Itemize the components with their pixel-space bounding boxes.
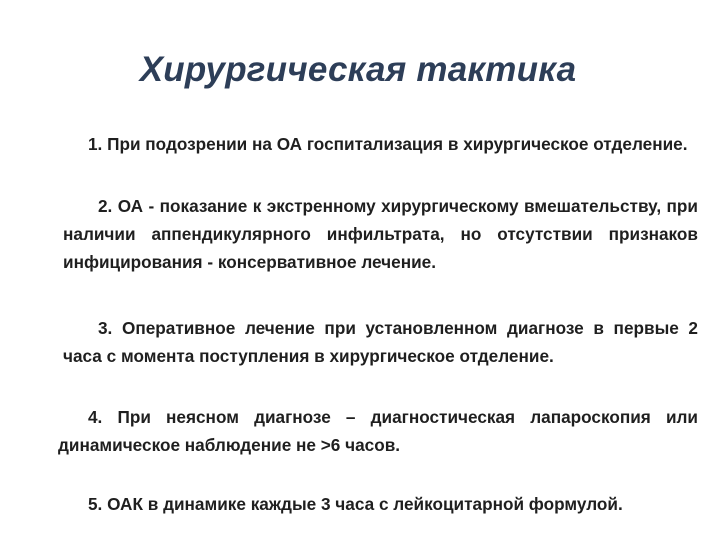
list-item-1: 1. При подозрении на ОА госпитализация в хирургическое отделение. (88, 134, 688, 154)
list-item-4: 4. При неясном диагнозе – диагностическая лапароскопия или динамическое наблюдение не >6 часов. (58, 407, 698, 455)
list-item-2: 2. ОА - показание к экстренному хирургическому вмешательству, при наличии аппендикулярного инфильтрата, но отсутствии признаков инфицирования - консервативное лечение. (63, 196, 698, 272)
list-item-5: 5. ОАК в динамике каждые 3 часа с лейкоцитарной формулой. (88, 494, 623, 514)
slide-title: Хирургическая тактика (139, 50, 577, 89)
list-item-3: 3. Оперативное лечение при установленном диагнозе в первые 2 часа с момента поступления в хирургическое отделение. (63, 318, 698, 366)
